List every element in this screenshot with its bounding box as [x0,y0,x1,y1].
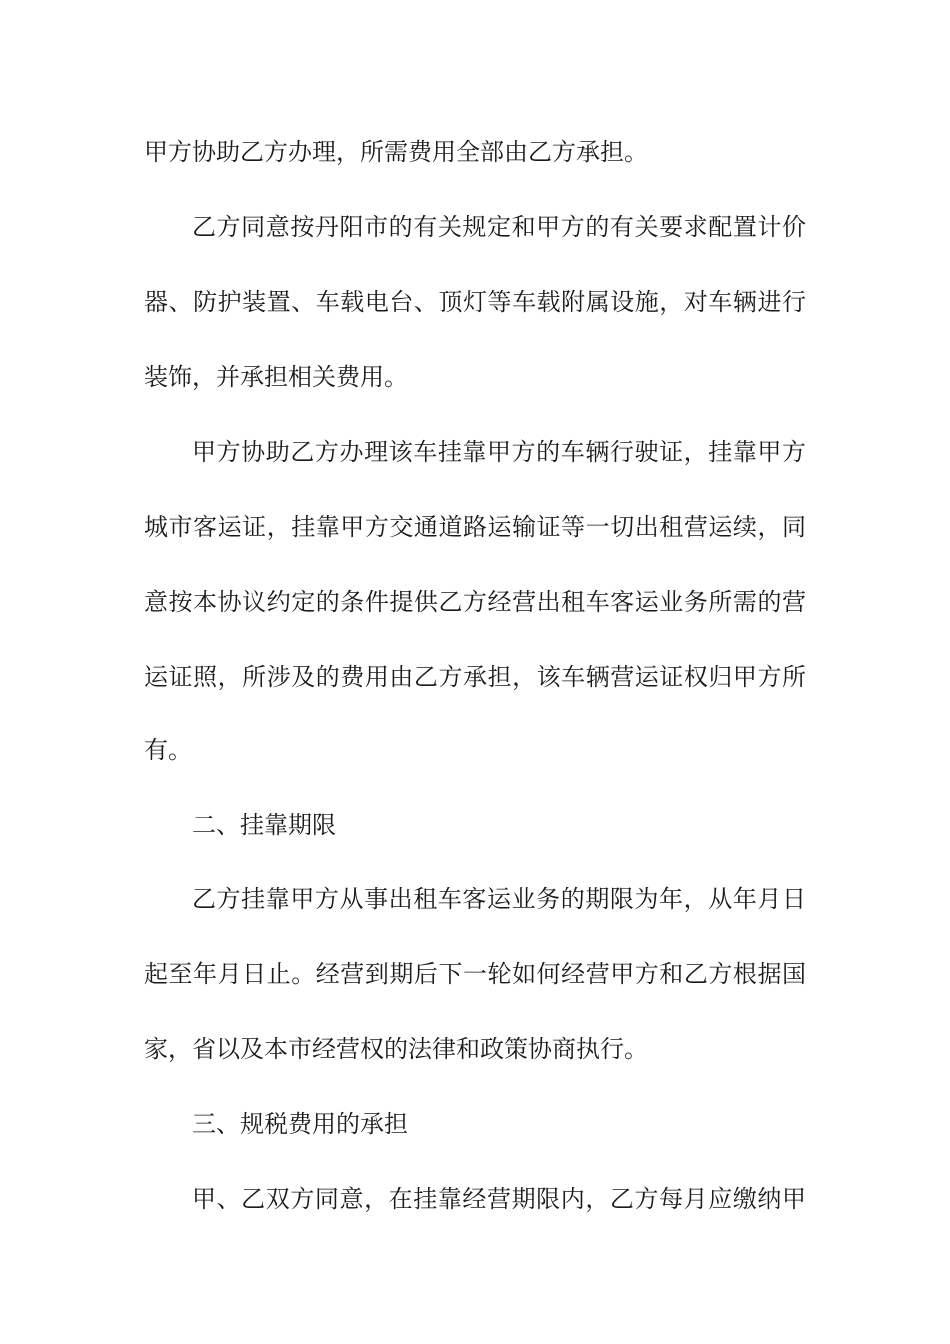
paragraph-line: 起至年月日止。经营到期后下一轮如何经营甲方和乙方根据国 [144,960,806,988]
paragraph-line: 甲、乙双方同意，在挂靠经营期限内，乙方每月应缴纳甲 [192,1185,806,1213]
paragraph-line: 有。 [144,736,192,764]
paragraph-line: 乙方挂靠甲方从事出租车客运业务的期限为年，从年月日 [192,885,806,913]
paragraph-line: 器、防护装置、车载电台、顶灯等车载附属设施，对车辆进行 [144,288,806,316]
paragraph-line: 城市客运证，挂靠甲方交通道路运输证等一切出租营运续，同 [144,513,806,541]
paragraph-line: 意按本协议约定的条件提供乙方经营出租车客运业务所需的营 [144,588,806,616]
paragraph-line: 乙方同意按丹阳市的有关规定和甲方的有关要求配置计价 [192,213,806,241]
section-heading: 二、挂靠期限 [192,811,336,839]
paragraph-line: 运证照，所涉及的费用由乙方承担，该车辆营运证权归甲方所 [144,663,806,691]
paragraph-line: 装饰，并承担相关费用。 [144,363,408,391]
paragraph-line: 甲方协助乙方办理，所需费用全部由乙方承担。 [144,138,648,166]
paragraph-line: 甲方协助乙方办理该车挂靠甲方的车辆行驶证，挂靠甲方 [192,438,806,466]
section-heading: 三、规税费用的承担 [192,1110,408,1138]
paragraph-line: 家，省以及本市经营权的法律和政策协商执行。 [144,1035,648,1063]
